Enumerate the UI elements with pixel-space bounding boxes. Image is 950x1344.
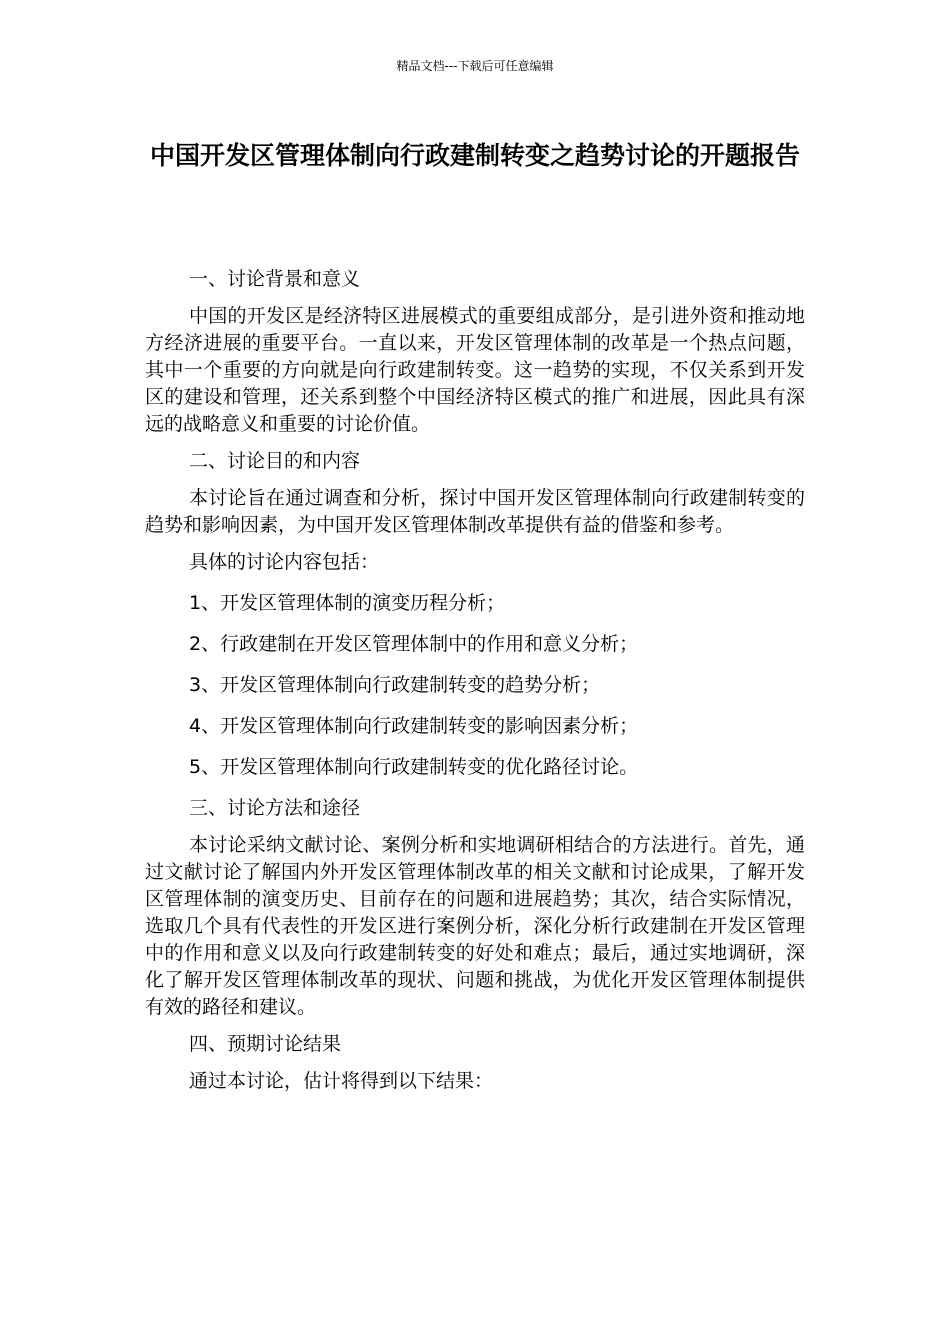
- list-item: 1、开发区管理体制的演变历程分析；: [189, 592, 506, 614]
- paragraph-content-intro: 具体的讨论内容包括：: [189, 551, 380, 573]
- section-heading-purpose: 二、讨论目的和内容: [189, 450, 361, 472]
- header-note: 精品文档---下载后可任意编辑: [396, 59, 554, 73]
- list-item: 2、行政建制在开发区管理体制中的作用和意义分析；: [189, 633, 639, 655]
- paragraph-background: 中国的开发区是经济特区进展模式的重要组成部分，是引进外资和推动地方经济进展的重要平台。一直以来，开发区管理体制的改革是一个热点问题，其中一个重要的方向就是向行政建制转变。这一趋势的实现，不仅关系到开发区的建设和管理，还关系到整个中国经济特区模式的推广和进展，因此具有深远的战略意义和重要的讨论价值。: [145, 305, 805, 435]
- document-title: 中国开发区管理体制向行政建制转变之趋势讨论的开题报告: [149, 141, 800, 170]
- section-heading-background: 一、讨论背景和意义: [189, 268, 361, 290]
- list-item: 5、开发区管理体制向行政建制转变的优化路径讨论。: [189, 756, 639, 778]
- section-heading-methods: 三、讨论方法和途径: [189, 797, 361, 819]
- document-body: [145, 266, 805, 1103]
- list-item: 4、开发区管理体制向行政建制转变的影响因素分析；: [189, 715, 639, 737]
- paragraph-methods: 本讨论采纳文献讨论、案例分析和实地调研相结合的方法进行。首先，通过文献讨论了解国内外开发区管理体制改革的相关文献和讨论成果，了解开发区管理体制的演变历史、目前存在的问题和进展趋势；其次，结合实际情况，选取几个具有代表性的开发区进行案例分析，深化分析行政建制在开发区管理中的作用和意义以及向行政建制转变的好处和难点；最后，通过实地调研，深化了解开发区管理体制改革的现状、问题和挑战，为优化开发区管理体制提供有效的路径和建议。: [145, 834, 805, 1018]
- section-heading-expected-results: 四、预期讨论结果: [189, 1033, 342, 1055]
- paragraph-purpose: 本讨论旨在通过调查和分析，探讨中国开发区管理体制向行政建制转变的趋势和影响因素，为中国开发区管理体制改革提供有益的借鉴和参考。: [145, 487, 805, 536]
- paragraph-expected-results: 通过本讨论，估计将得到以下结果：: [189, 1070, 494, 1092]
- list-item: 3、开发区管理体制向行政建制转变的趋势分析；: [189, 674, 601, 696]
